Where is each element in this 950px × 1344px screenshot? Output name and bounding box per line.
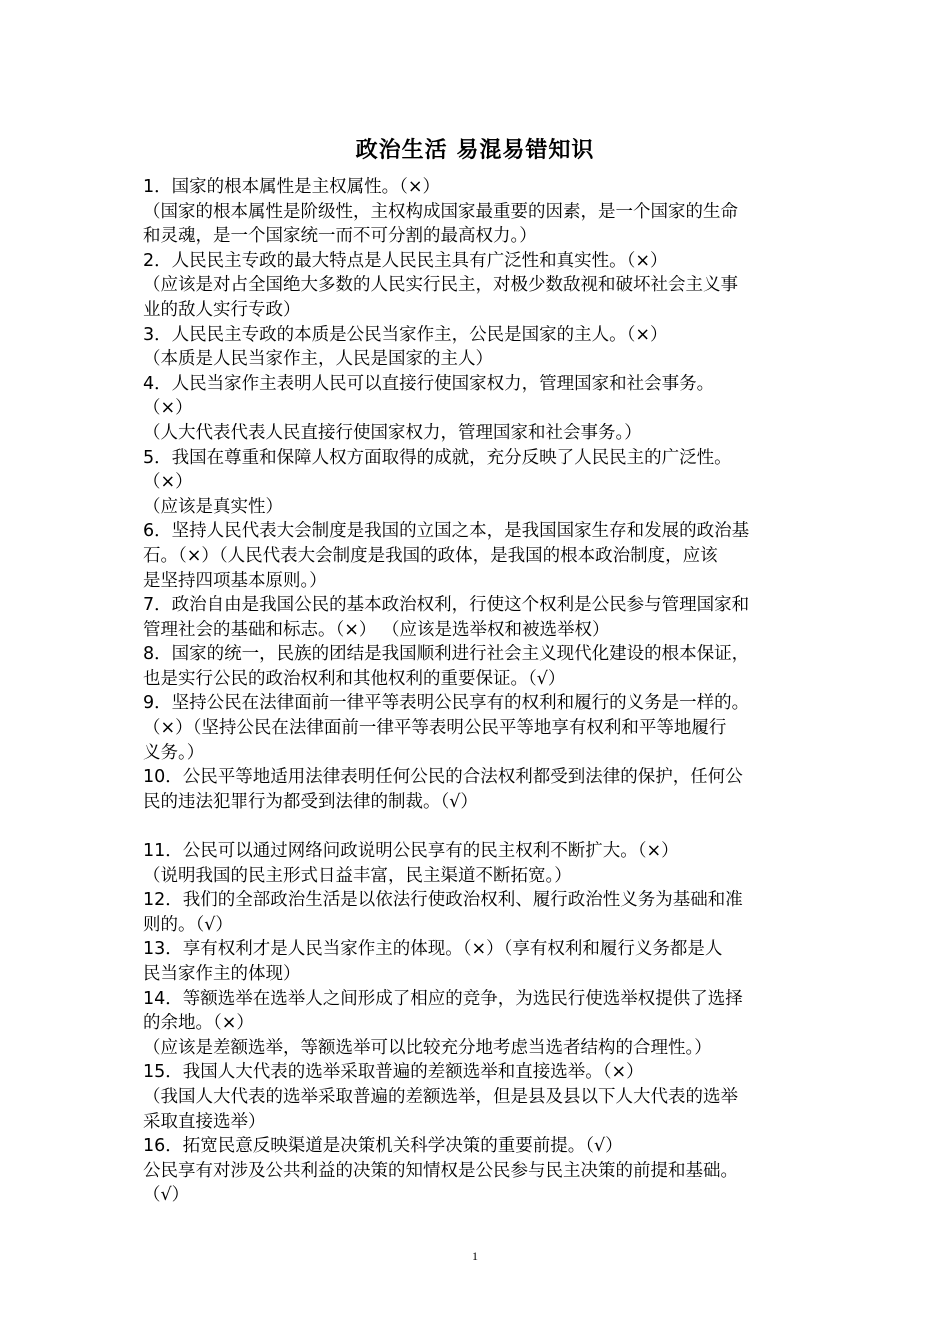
text-line: （应该是差额选举，等额选举可以比较充分地考虑当选者结构的合理性。） <box>143 1037 712 1058</box>
text-line: 的余地。（×） <box>143 1013 254 1034</box>
text-line: （人大代表代表人民直接行使国家权力，管理国家和社会事务。） <box>143 422 642 443</box>
text-line: 也是实行公民的政治权利和其他权利的重要保证。（√） <box>143 668 566 689</box>
text-line: 5．我国在尊重和保障人权方面取得的成就，充分反映了人民民主的广泛性。 <box>143 447 732 468</box>
text-line: 公民享有对涉及公共利益的决策的知情权是公民参与民主决策的前提和基础。 <box>143 1160 738 1181</box>
text-line: 8．国家的统一，民族的团结是我国顺利进行社会主义现代化建设的根本保证， <box>143 644 750 665</box>
text-line: 2．人民民主专政的最大特点是人民民主具有广泛性和真实性。（×） <box>143 250 668 271</box>
text-line: （应该是对占全国绝大多数的人民实行民主，对极少数敌视和破坏社会主义事 <box>143 275 738 296</box>
text-line: 3．人民民主专政的本质是公民当家作主，公民是国家的主人。（×） <box>143 324 668 345</box>
text-line: 业的敌人实行专政） <box>143 299 301 320</box>
text-line: （应该是真实性） <box>143 496 283 517</box>
text-line: 民的违法犯罪行为都受到法律的制裁。（√） <box>143 791 478 812</box>
text-line: 12．我们的全部政治生活是以依法行使政治权利、履行政治性义务为基础和准 <box>143 890 743 911</box>
text-line: 14．等额选举在选举人之间形成了相应的竞争，为选民行使选举权提供了选择 <box>143 988 743 1009</box>
text-line: 1．国家的根本属性是主权属性。（×） <box>143 177 441 197</box>
text-line: 15．我国人大代表的选举采取普遍的差额选举和直接选举。（×） <box>143 1062 644 1083</box>
text-line: 民当家作主的体现） <box>143 964 301 984</box>
page-number: 1 <box>472 1249 478 1263</box>
text-line: 采取直接选举） <box>143 1111 266 1132</box>
text-line: 义务。） <box>143 742 205 763</box>
text-line: （本质是人民当家作主，人民是国家的主人） <box>143 349 493 370</box>
text-line: 石。（×）（人民代表大会制度是我国的政体，是我国的根本政治制度，应该 <box>143 545 718 566</box>
text-line: （我国人大代表的选举采取普遍的差额选举，但是县及县以下人大代表的选举 <box>143 1086 738 1107</box>
text-line: （×） <box>143 398 193 419</box>
text-line: 7．政治自由是我国公民的基本政治权利，行使这个权利是公民参与管理国家和 <box>143 595 750 616</box>
text-line: 10．公民平等地适用法律表明任何公民的合法权利都受到法律的保护，任何公 <box>143 767 743 788</box>
text-line: （说明我国的民主形式日益丰富，民主渠道不断拓宽。） <box>143 865 572 886</box>
text-line: 9．坚持公民在法律面前一律平等表明公民享有的权利和履行的义务是一样的。 <box>143 693 750 714</box>
text-line: 6．坚持人民代表大会制度是我国的立国之本，是我国国家生存和发展的政治基 <box>143 521 750 542</box>
document-title: 政治生活 易混易错知识 <box>355 138 595 163</box>
text-line: 4．人民当家作主表明人民可以直接行使国家权力，管理国家和社会事务。 <box>143 373 715 394</box>
text-line: 则的。（√） <box>143 914 233 935</box>
text-line: 13．享有权利才是人民当家作主的体现。（×）（享有权利和履行义务都是人 <box>143 939 723 960</box>
text-line: （×）（坚持公民在法律面前一律平等表明公民平等地享有权利和平等地履行 <box>143 718 727 739</box>
text-line: 是坚持四项基本原则。） <box>143 570 327 591</box>
text-line: 管理社会的基础和标志。（×） （应该是选举权和被选举权） <box>143 619 610 640</box>
text-line: （×） <box>143 472 193 493</box>
text-line: 16．拓宽民意反映渠道是决策机关科学决策的重要前提。（√） <box>143 1136 623 1157</box>
text-line: （√） <box>143 1185 190 1206</box>
text-line: 和灵魂，是一个国家统一而不可分割的最高权力。） <box>143 226 537 247</box>
text-line: （国家的根本属性是阶级性，主权构成国家最重要的因素，是一个国家的生命 <box>143 201 738 222</box>
text-line: 11．公民可以通过网络问政说明公民享有的民主权利不断扩大。（×） <box>143 841 679 862</box>
document-body <box>143 175 813 1208</box>
